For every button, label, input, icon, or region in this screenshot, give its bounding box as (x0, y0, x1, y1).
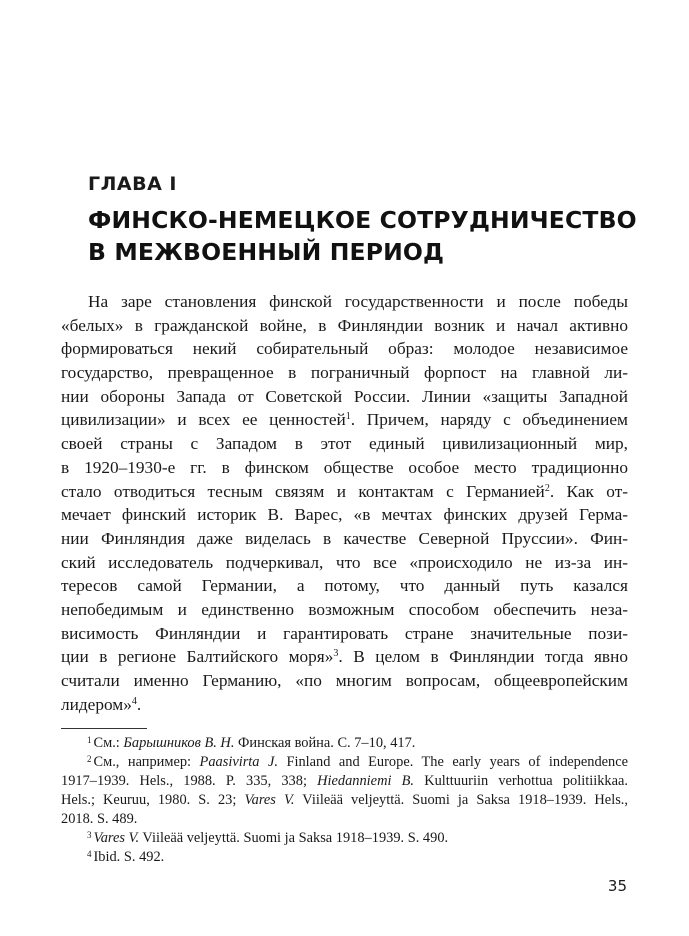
text-segment: Viileää veljeyttä. Suomi ja Saksa 1918–1939. Hels., (294, 792, 628, 808)
text-segment: лидером» (61, 694, 132, 714)
text-line: непобедимым и единственно возможным способом обеспечить неза- (61, 599, 628, 619)
footnote-4 (61, 848, 628, 867)
footnote-ref: 4 (131, 695, 137, 707)
footnote-2-line (61, 772, 628, 791)
text-line: На заре становления финской государственности и после победы (88, 292, 628, 311)
text-segment: стало отводиться тесным связям и контактам с Германией (61, 481, 545, 501)
text-segment: 1917–1939. Hels., 1988. P. 335, 338; (61, 773, 318, 789)
text-segment: Finland and Europe. The early years of independence (277, 754, 629, 770)
text-line: ский исследователь подчеркивал, что все «происходило не из-за ин- (61, 552, 628, 572)
text-segment: См., например: (93, 754, 200, 770)
text-segment: Viileää veljeyttä. Suomi ja Saksa 1918–1939. S. 490. (139, 830, 449, 846)
text-line (61, 693, 628, 717)
text-segment: . (136, 694, 142, 714)
footnote-2-line (61, 791, 628, 810)
chapter-label: ГЛАВА I (88, 173, 177, 195)
text-line (61, 408, 628, 432)
footnotes (61, 734, 628, 867)
page-number: 35 (607, 877, 627, 895)
text-line: нии Финляндия даже виделась в качестве Северной Пруссии». Фин- (61, 528, 628, 548)
body-paragraph (61, 290, 628, 716)
chapter-title (88, 204, 648, 268)
text-line (61, 645, 628, 669)
footnote-1 (61, 734, 628, 753)
text-segment: См.: (93, 735, 124, 751)
author-name: Vares V. (93, 830, 140, 846)
chapter-title-line: ФИНСКО-НЕМЕЦКОЕ СОТРУДНИЧЕСТВО (88, 206, 637, 234)
footnote-3 (61, 829, 628, 848)
footnote-number: 3 (87, 830, 92, 840)
footnote-ref: 3 (333, 648, 339, 660)
text-segment: Kulttuuriin verhottua politiikkaa. (414, 773, 628, 789)
text-segment: Финская война. С. 7–10, 417. (234, 735, 416, 751)
text-line: считали именно Германию, «по многим вопросам, общеевропейским (61, 671, 628, 690)
author-name: Барышников В. Н. (123, 735, 235, 751)
footnote-2-line: 2018. S. 489. (61, 811, 138, 827)
text-segment: Hels.; Keuruu, 1980. S. 23; (61, 792, 245, 808)
text-line: государство, превращенное в пограничный форпост на главной ли- (61, 363, 628, 383)
footnote-number: 2 (87, 754, 92, 764)
text-segment: . В целом в Финляндии тогда явно (338, 647, 628, 667)
author-name: Hiedanniemi B. (317, 773, 415, 789)
text-segment: . Как от- (549, 481, 629, 501)
text-line: мечает финский историк В. Варес, «в мечтах финских друзей Герма- (61, 505, 628, 525)
text-segment: . Причем, наряду с объединением (350, 410, 628, 430)
text-line: «белых» в гражданской войне, в Финляндии возник и начал активно (61, 315, 628, 335)
text-line: висимость Финляндии и гарантировать стране значительные пози- (61, 623, 628, 643)
text-segment: ции в регионе Балтийского моря» (61, 647, 334, 667)
footnote-2 (61, 753, 628, 772)
footnote-number: 1 (87, 735, 92, 745)
footnote-divider (61, 728, 147, 729)
footnote-ref: 2 (544, 482, 550, 494)
text-line: своей страны с Западом в этот единый цивилизационный мир, (61, 434, 628, 454)
footnote-number: 4 (87, 849, 92, 859)
text-line: тересов самой Германии, а потому, что данный путь казался (61, 576, 628, 596)
text-line (61, 480, 628, 504)
text-line: нии обороны Запада от Советской России. Линии «защиты Западной (61, 386, 628, 406)
text-segment: Ibid. S. 492. (93, 849, 165, 865)
author-name: Paasivirta J. (199, 754, 278, 770)
chapter-title-line: В МЕЖВОЕННЫЙ ПЕРИОД (88, 238, 445, 266)
footnote-ref: 1 (345, 411, 351, 423)
text-line: в 1920–1930-е гг. в финском обществе особое место традиционно (61, 457, 628, 477)
text-segment: цивилизации» и всех ее ценностей (61, 410, 346, 430)
text-line: формироваться некий собирательный образ: молодое независимое (61, 339, 628, 359)
author-name: Vares V. (244, 792, 295, 808)
